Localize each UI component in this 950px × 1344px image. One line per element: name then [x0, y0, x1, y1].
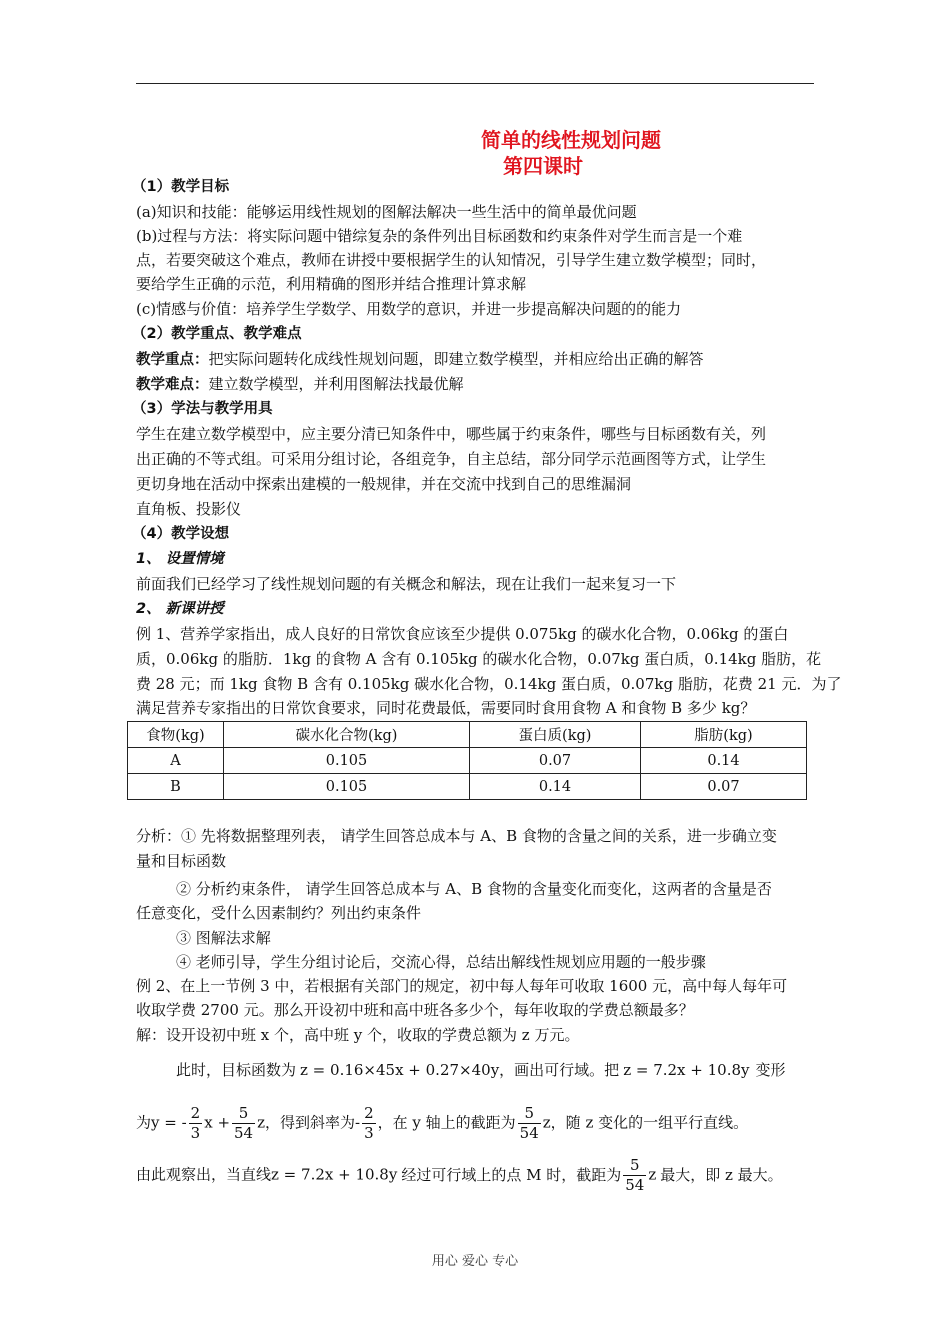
solution-line1: 解：设开设初中班 x 个，高中班 y 个，收取的学费总额为 z 万元。	[136, 1026, 580, 1044]
math-z: z	[542, 1113, 551, 1132]
table-header-cell: 蛋白质(kg)	[470, 722, 641, 748]
table-cell: 0.105	[224, 774, 470, 800]
fraction-2-3	[189, 1104, 203, 1143]
solution-line2	[176, 1060, 786, 1080]
objective-b-line1: (b)过程与方法：将实际问题中错综复杂的条件列出目标函数和约束条件对学生而言是一个难	[136, 227, 743, 245]
solution-text: 经过可行域上的点 M 时，截距为	[401, 1165, 622, 1184]
nutrition-table	[127, 721, 807, 800]
difficulty-line	[136, 374, 464, 395]
math-neg: -	[355, 1113, 361, 1132]
solution-text: 最大，即 z 最大。	[660, 1165, 783, 1184]
difficulty-text: 建立数学模型，并利用图解法找最优解	[208, 375, 464, 393]
methods-tools: 直角板、投影仪	[136, 500, 242, 518]
objective-c: (c)情感与价值：培养学生学数学、用数学的意识，并进一步提高解决问题的的能力	[136, 300, 682, 318]
objective-b-line3: 要给学生正确的示范，利用精确的图形并结合推理计算求解	[136, 275, 527, 293]
solution-text: 此时，目标函数为	[176, 1061, 297, 1079]
solution-text: 由此观察出，当直线	[136, 1165, 272, 1184]
fraction-numerator: 2	[190, 1104, 201, 1122]
solution-text: 为	[136, 1113, 152, 1132]
table-header-cell: 脂肪(kg)	[641, 722, 807, 748]
objective-a: (a)知识和技能：能够运用线性规划的图解法解决一些生活中的简单最优问题	[136, 203, 637, 221]
key-point-line	[136, 349, 704, 370]
table-header-row	[128, 722, 807, 748]
key-point-label: 教学重点：	[136, 352, 209, 368]
solution-line4	[136, 1156, 783, 1195]
solution-text: ，在 y 轴上的截距为	[377, 1113, 516, 1132]
section-heading-design: （4）教学设想	[132, 526, 230, 542]
fraction-denominator: 54	[625, 1176, 645, 1194]
fraction-denominator: 3	[364, 1124, 374, 1142]
table-cell: 0.14	[641, 748, 807, 774]
fraction-numerator: 5	[623, 1156, 646, 1176]
fraction-numerator: 5	[232, 1104, 255, 1124]
table-header-cell: 碳水化合物(kg)	[224, 722, 470, 748]
section-heading-objectives: （1）教学目标	[132, 179, 230, 195]
subsection-scenario: 1、 设置情境	[136, 551, 224, 567]
solution-text: ，画出可行域。把	[499, 1061, 620, 1079]
line-equation: z = 7.2x + 10.8y	[271, 1165, 398, 1184]
analysis-line6: ④ 老师引导，学生分组讨论后，交流心得，总结出解线性规划应用题的一般步骤	[176, 953, 706, 971]
table-header-cell: 食物(kg)	[128, 722, 224, 748]
fraction-5-54	[518, 1104, 541, 1143]
solution-text: ，得到斜率为	[265, 1113, 356, 1132]
example1-line2: 质，0.06kg 的脂肪．1kg 的食物 A 含有 0.105kg 的碳水化合物，0.07kg 蛋白质，0.14kg 脂肪，花	[136, 650, 822, 668]
fraction-denominator: 54	[234, 1124, 254, 1142]
table-cell: A	[128, 748, 224, 774]
line-equation: z = 7.2x + 10.8y	[623, 1061, 750, 1079]
analysis-line5: ③ 图解法求解	[176, 929, 271, 947]
methods-line3: 更切身地在活动中探索出建模的一般规律，并在交流中找到自己的思维漏洞	[136, 475, 632, 493]
objective-b-line2: 点，若要突破这个难点，教师在讲授中要根据学生的认知情况，引导学生建立数学模型；同时，	[136, 251, 767, 269]
analysis-line4: 任意变化，受什么因素制约？列出约束条件	[136, 904, 422, 922]
methods-line1: 学生在建立数学模型中，应主要分清已知条件中，哪些属于约束条件，哪些与目标函数有关，列	[136, 425, 767, 443]
fraction-numerator: 2	[364, 1104, 374, 1122]
example1-line1: 例 1、营养学家指出，成人良好的日常饮食应该至少提供 0.075kg 的碳水化合物，0.06kg 的蛋白	[136, 625, 789, 643]
math-y-eq: y = -	[151, 1113, 187, 1132]
table-cell: 0.14	[470, 774, 641, 800]
math-x-plus: x +	[204, 1113, 231, 1132]
fraction-5-54	[232, 1104, 255, 1143]
table-row	[128, 774, 807, 800]
table-cell: 0.07	[470, 748, 641, 774]
section-heading-key-points: （2）教学重点、教学难点	[132, 326, 302, 342]
scenario-text: 前面我们已经学习了线性规划问题的有关概念和解法，现在让我们一起来复习一下	[136, 575, 677, 593]
subsection-new-lesson: 2、 新课讲授	[136, 601, 224, 617]
header-rule	[136, 83, 814, 84]
example2-line1: 例 2、在上一节例 3 中，若根据有关部门的规定，初中每人每年可收取 1600 元，高中每人每年可	[136, 977, 788, 995]
math-z: z	[257, 1113, 266, 1132]
table-row	[128, 748, 807, 774]
table-cell: B	[128, 774, 224, 800]
page-subtitle: 第四课时	[503, 154, 583, 178]
section-heading-methods: （3）学法与教学用具	[132, 401, 273, 417]
page-footer: 用心 爱心 专心	[431, 1254, 519, 1269]
fraction-5-54	[623, 1156, 646, 1195]
fraction-denominator: 54	[519, 1124, 539, 1142]
difficulty-label: 教学难点：	[136, 377, 209, 393]
analysis-line1: 分析：① 先将数据整理列表， 请学生回答总成本与 A、B 食物的含量之间的关系，进一步确立变	[136, 827, 777, 845]
solution-text: ，随 z 变化的一组平行直线。	[550, 1113, 749, 1132]
key-point-text: 把实际问题转化成线性规划问题，即建立数学模型，并相应给出正确的解答	[208, 350, 704, 368]
table-cell: 0.105	[224, 748, 470, 774]
analysis-line2: 量和目标函数	[136, 852, 227, 870]
solution-line3	[136, 1104, 748, 1143]
fraction-numerator: 5	[518, 1104, 541, 1124]
table-cell: 0.07	[641, 774, 807, 800]
page-title: 简单的线性规划问题	[481, 128, 661, 152]
example1-line3: 费 28 元；而 1kg 食物 B 含有 0.105kg 碳水化合物，0.14kg 蛋白质，0.07kg 脂肪，花费 21 元．为了	[136, 675, 842, 693]
math-z: z	[648, 1165, 657, 1184]
methods-line2: 出正确的不等式组。可采用分组讨论，各组竞争，自主总结，部分同学示范画图等方式，让学生	[136, 450, 767, 468]
example2-line2: 收取学费 2700 元。那么开设初中班和高中班各多少个，每年收取的学费总额最多？	[136, 1001, 694, 1019]
fraction-2-3	[362, 1104, 376, 1143]
analysis-line3: ② 分析约束条件， 请学生回答总成本与 A、B 食物的含量变化而变化，这两者的含量是否	[176, 880, 772, 898]
solution-text: 变形	[755, 1061, 786, 1079]
objective-function: z = 0.16×45x + 0.27×40y	[300, 1061, 500, 1079]
fraction-denominator: 3	[190, 1124, 201, 1142]
example1-line4: 满足营养专家指出的日常饮食要求，同时花费最低，需要同时食用食物 A 和食物 B 多少 kg？	[136, 699, 756, 717]
